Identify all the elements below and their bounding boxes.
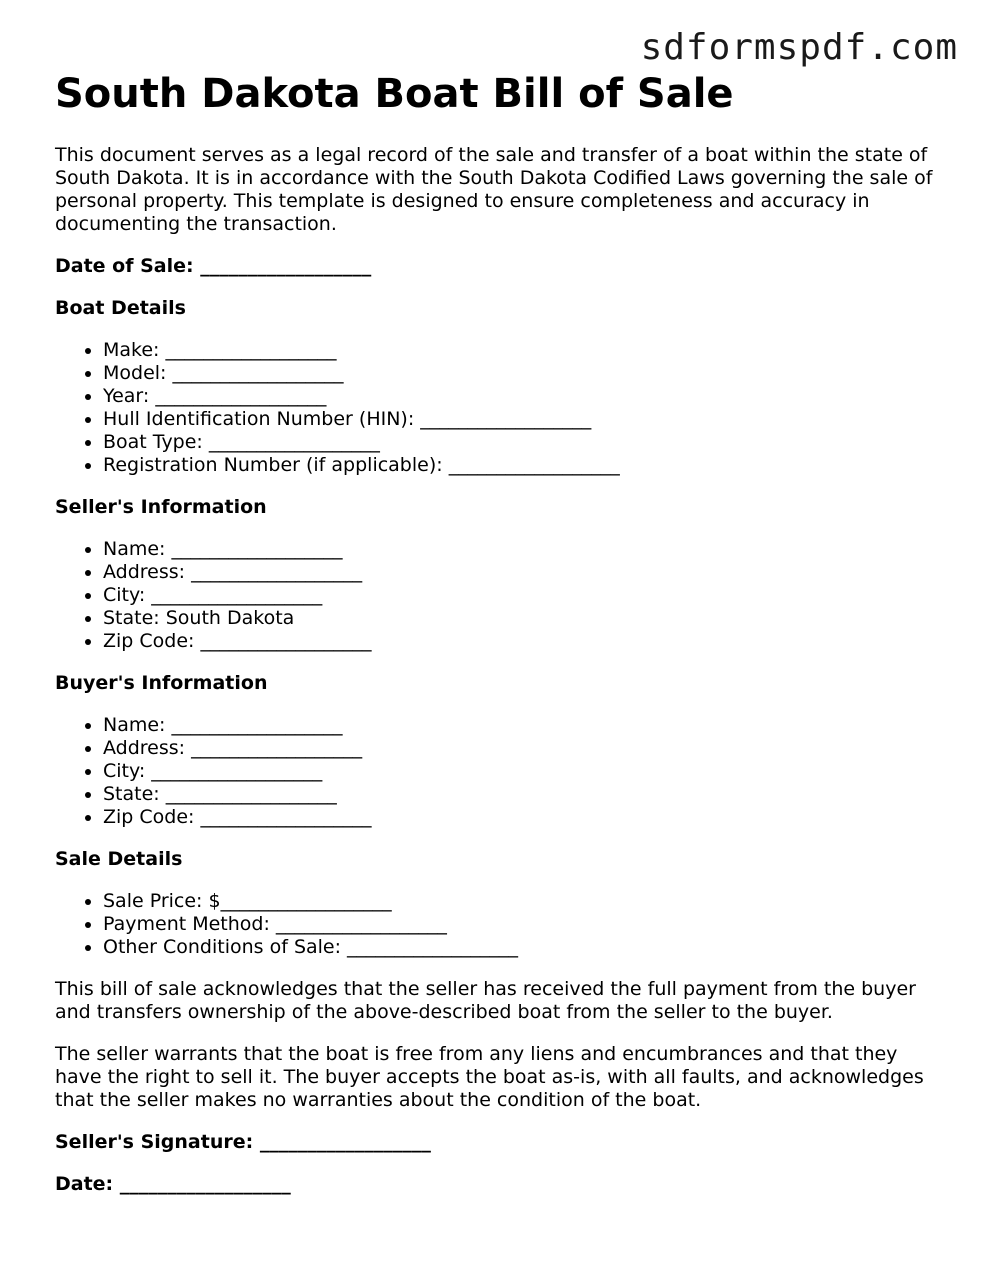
buyer-zip-field: • Zip Code: __________________ bbox=[103, 806, 945, 829]
date-of-sale-field: Date of Sale: __________________ bbox=[55, 255, 372, 277]
buyer-address-field: • Address: __________________ bbox=[103, 737, 945, 760]
document-page bbox=[55, 72, 945, 1196]
watermark-text: sdformspdf.com bbox=[640, 27, 958, 68]
boat-make-field: • Make: __________________ bbox=[103, 339, 945, 362]
buyer-info-list bbox=[55, 714, 945, 829]
page-title: South Dakota Boat Bill of Sale bbox=[55, 71, 734, 117]
seller-name-field: • Name: __________________ bbox=[103, 538, 945, 561]
seller-signature-field: Seller's Signature: __________________ bbox=[55, 1131, 431, 1153]
boat-type-field: • Boat Type: __________________ bbox=[103, 431, 945, 454]
payment-method-field: • Payment Method: __________________ bbox=[103, 913, 945, 936]
seller-info-heading: Seller's Information bbox=[55, 496, 267, 518]
seller-address-field: • Address: __________________ bbox=[103, 561, 945, 584]
sale-details-list bbox=[55, 890, 945, 959]
seller-city-field: • City: __________________ bbox=[103, 584, 945, 607]
boat-hin-field: • Hull Identification Number (HIN): __________________ bbox=[103, 408, 945, 431]
boat-model-field: • Model: __________________ bbox=[103, 362, 945, 385]
intro-paragraph: This document serves as a legal record of the sale and transfer of a boat within the state of South Dakota. It is in accordance with the South Dakota Codified Laws governing the sale of personal property. This template is designed to ensure completeness and accuracy in documenting the transaction. bbox=[55, 144, 933, 235]
signature-date-field: Date: __________________ bbox=[55, 1173, 291, 1195]
boat-details-list bbox=[55, 339, 945, 477]
warranty-paragraph: The seller warrants that the boat is free from any liens and encumbrances and that they have the right to sell it. The buyer accepts the boat as-is, with all faults, and acknowledges that the seller makes no warranties about the condition of the boat. bbox=[55, 1043, 924, 1111]
boat-details-heading: Boat Details bbox=[55, 297, 186, 319]
acknowledgement-paragraph: This bill of sale acknowledges that the seller has received the full payment from the buyer and transfers ownership of the above-described boat from the seller to the buyer. bbox=[55, 978, 916, 1023]
buyer-name-field: • Name: __________________ bbox=[103, 714, 945, 737]
seller-info-list bbox=[55, 538, 945, 653]
other-conditions-field: • Other Conditions of Sale: __________________ bbox=[103, 936, 945, 959]
sale-details-heading: Sale Details bbox=[55, 848, 183, 870]
sale-price-field: • Sale Price: $__________________ bbox=[103, 890, 945, 913]
boat-registration-field: • Registration Number (if applicable): __________________ bbox=[103, 454, 945, 477]
buyer-state-field: • State: __________________ bbox=[103, 783, 945, 806]
buyer-info-heading: Buyer's Information bbox=[55, 672, 268, 694]
seller-state-field: • State: South Dakota bbox=[103, 607, 945, 630]
buyer-city-field: • City: __________________ bbox=[103, 760, 945, 783]
seller-zip-field: • Zip Code: __________________ bbox=[103, 630, 945, 653]
boat-year-field: • Year: __________________ bbox=[103, 385, 945, 408]
